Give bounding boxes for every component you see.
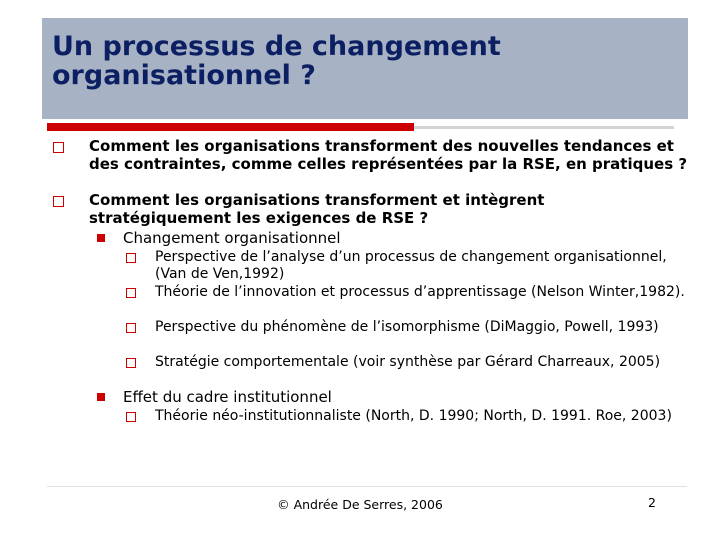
hollow-square-bullet-icon: [53, 196, 64, 207]
hollow-square-bullet-icon: [126, 288, 136, 298]
bullet-item: Théorie de l’innovation et processus d’apprentissage (Nelson Winter,1982).: [155, 284, 685, 300]
bullet-item: Stratégie comportementale (voir synthèse par Gérard Charreaux, 2005): [155, 354, 661, 370]
hollow-square-bullet-icon: [126, 358, 136, 368]
accent-rule: [47, 123, 414, 131]
bullet-item: Comment les organisations transforment et intègrent stratégiquement les exigences de RSE ?: [89, 191, 545, 227]
page-number: 2: [648, 495, 656, 510]
hollow-square-bullet-icon: [53, 142, 64, 153]
bullet-item: Effet du cadre institutionnel: [123, 388, 332, 406]
bullet-item: Comment les organisations transforment des nouvelles tendances et des contraintes, comme celles représentées par la RSE, en pratiques ?: [89, 137, 688, 173]
hollow-square-bullet-icon: [126, 323, 136, 333]
bullet-item: Théorie néo-institutionnaliste (North, D. 1990; North, D. 1991. Roe, 2003): [155, 408, 672, 424]
bullet-item: Changement organisationnel: [123, 229, 341, 247]
footer-divider: [47, 486, 687, 487]
bullet-item: Perspective de l’analyse d’un processus de changement organisationnel, (Van de Ven,1992): [155, 249, 667, 282]
solid-square-bullet-icon: [97, 393, 105, 401]
hollow-square-bullet-icon: [126, 412, 136, 422]
bullet-item: Perspective du phénomène de l’isomorphisme (DiMaggio, Powell, 1993): [155, 319, 659, 335]
hollow-square-bullet-icon: [126, 253, 136, 263]
solid-square-bullet-icon: [97, 234, 105, 242]
divider-rule: [414, 126, 674, 129]
footer-copyright: © Andrée De Serres, 2006: [277, 497, 443, 512]
slide-title: Un processus de changement organisationnel ?: [52, 31, 501, 91]
